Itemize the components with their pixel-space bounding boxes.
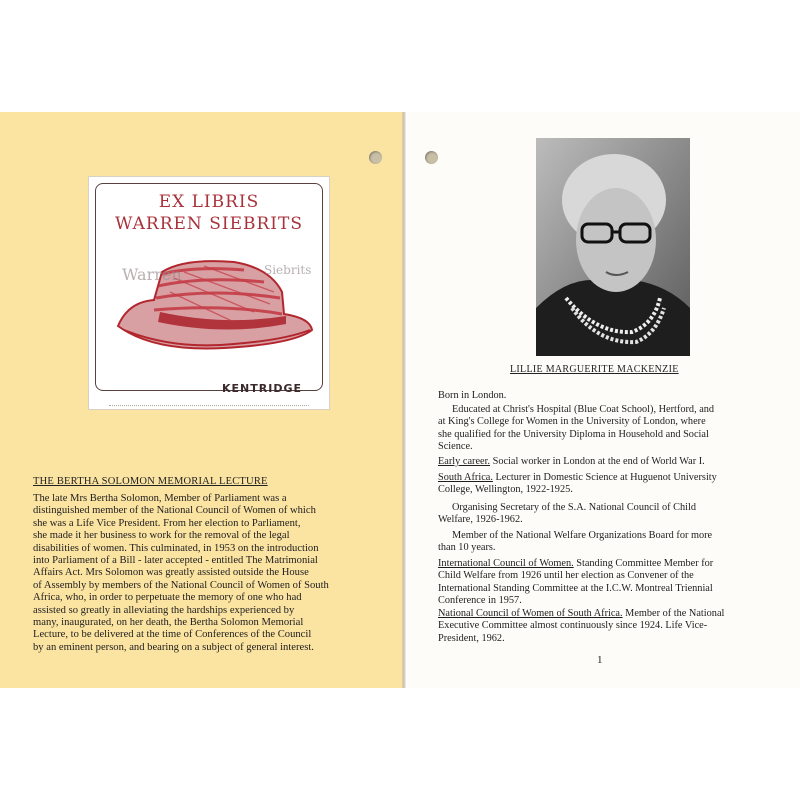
- icw-first-line: [438, 558, 713, 570]
- south-africa: [438, 472, 717, 497]
- punch-hole: [425, 151, 438, 164]
- early-career-text: Social worker in London at the end of World War I.: [490, 456, 705, 467]
- organising-text: [438, 502, 696, 527]
- early-career: [438, 456, 705, 468]
- member-line: than 10 years.: [438, 542, 496, 554]
- born-text: Born in London.: [438, 390, 507, 401]
- south-africa-first-line: [438, 472, 717, 484]
- paragraph-line: of Assembly by members of the National Council of Women of South: [33, 579, 329, 591]
- paragraph-line: assisted so greatly in alleviating the hardships experienced by: [33, 604, 295, 616]
- south-africa-line2: College, Wellington, 1922-1925.: [438, 484, 573, 496]
- portrait-caption: LILLIE MARGUERITE MACKENZIE: [510, 364, 679, 375]
- paragraph-line: Lecture, to be delivered at the time of Conferences of the Council: [33, 629, 312, 641]
- bookplate-frame: [95, 183, 323, 395]
- icw-section: [438, 558, 713, 608]
- svg-text:Siebrits: Siebrits: [264, 263, 312, 277]
- south-africa-label: South Africa.: [438, 472, 493, 483]
- educated-text: [438, 404, 714, 454]
- bookplate-owner: WARREN SIEBRITS: [115, 214, 303, 234]
- lecture-paragraph: [33, 493, 363, 654]
- portrait-photo: [536, 138, 690, 356]
- paragraph-line: Africa, who, in order to perpetuate the memory of one who had: [33, 592, 302, 604]
- ncw-first-line: [438, 608, 724, 620]
- icw-text: Standing Committee Member for: [573, 558, 714, 569]
- page-number: 1: [597, 654, 603, 666]
- svg-text:Warren: Warren: [122, 265, 182, 284]
- ncw-section: [438, 608, 724, 645]
- paragraph-line: many, inaugurated, on her death, the Bertha Solomon Memorial: [33, 617, 304, 629]
- early-career-label: Early career.: [438, 456, 491, 467]
- member-text: [438, 530, 712, 555]
- paragraph-line: The late Mrs Bertha Solomon, Member of Parliament was a: [33, 493, 287, 504]
- paragraph-line: distinguished member of the National Council of Women of which: [33, 505, 316, 517]
- paragraph-line: she was a Life Vice President. From her election to Parliament,: [33, 517, 301, 529]
- ncw-label: National Council of Women of South Africa.: [438, 608, 623, 619]
- bookplate: [88, 176, 330, 410]
- portrait-image: [536, 138, 690, 356]
- bookplate-ex-libris: EX LIBRIS: [158, 192, 260, 212]
- icw-line: Child Welfare from 1926 until her election as Convener of the: [438, 570, 694, 582]
- icw-line: Conference in 1957.: [438, 595, 522, 607]
- educated-line: Educated at Christ's Hospital (Blue Coat School), Hertford, and: [452, 404, 715, 415]
- ncw-text: Member of the National: [622, 608, 725, 619]
- educated-line: she qualified for the University Diploma in Household and Social: [438, 428, 709, 440]
- hat-drawing: [114, 252, 314, 372]
- paragraph-line: disabilities of women. This culminated, in 1953 on the introduction: [33, 542, 319, 554]
- page-gutter: [402, 112, 406, 688]
- artist-signature: KENTRIDGE: [222, 382, 302, 395]
- punch-hole: [369, 151, 382, 164]
- south-africa-text: Lecturer in Domestic Science at Huguenot University: [492, 472, 717, 483]
- paragraph-line: into Parliament of a Bill - later accepted - entitled The Matrimonial: [33, 555, 318, 567]
- organising-line: Organising Secretary of the S.A. National Council of Child: [452, 502, 697, 513]
- icw-line: International Standing Committee at the I.C.W. Montreal Triennial: [438, 582, 713, 594]
- icw-label: International Council of Women.: [438, 558, 574, 569]
- ncw-line: President, 1962.: [438, 632, 505, 644]
- member-line: Member of the National Welfare Organizations Board for more: [452, 530, 713, 541]
- educated-line: at King's College for Women in the University of London, where: [438, 416, 706, 428]
- paragraph-line: by an eminent person, and bearing on a subject of general interest.: [33, 641, 314, 653]
- organising-line: Welfare, 1926-1962.: [438, 514, 523, 526]
- lecture-heading: THE BERTHA SOLOMON MEMORIAL LECTURE: [33, 476, 268, 487]
- ncw-line: Executive Committee almost continuously since 1924. Life Vice-: [438, 620, 708, 632]
- bookplate-pencil-line: [109, 395, 309, 406]
- paragraph-line: she made it her business to work for the removal of the legal: [33, 530, 290, 542]
- educated-line: Science.: [438, 441, 473, 453]
- paragraph-line: Affairs Act. Mrs Solomon was greatly assisted outside the House: [33, 567, 309, 579]
